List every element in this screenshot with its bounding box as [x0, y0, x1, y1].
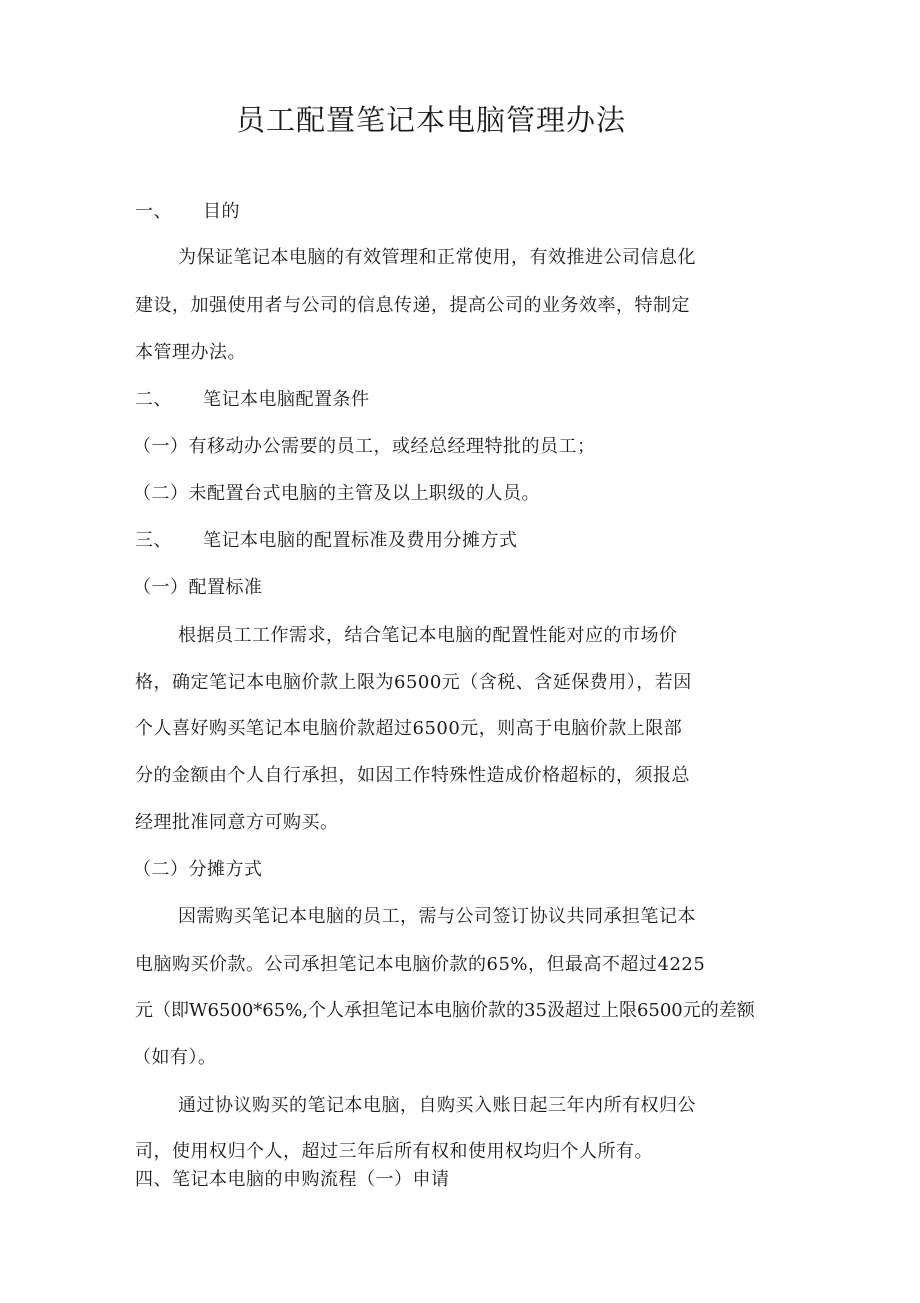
section-heading-standards [135, 529, 518, 553]
section-heading-conditions [135, 388, 370, 412]
paragraph-line: 元（即W6500*65%,个人承担笔记本电脑价款的35汲超过上限6500元的差额 [135, 1000, 755, 1021]
paragraph-line: 通过协议购买的笔记本电脑，自购买入账日起三年内所有权归公 [178, 1095, 696, 1116]
section-number: 三、 [135, 530, 172, 551]
paragraph-line: 根据员工工作需求，结合笔记本电脑的配置性能对应的市场价 [178, 625, 678, 646]
paragraph-line: 格，确定笔记本电脑价款上限为6500元（含税、含延保费用），若因 [135, 672, 692, 693]
paragraph-line: 本管理办法。 [135, 342, 246, 363]
section-title: 笔记本电脑配置条件 [203, 389, 370, 410]
list-item: （二）未配置台式电脑的主管及以上职级的人员。 [133, 483, 540, 504]
paragraph-line: 经理批准同意方可购买。 [135, 812, 339, 833]
paragraph-line: 司，使用权归个人，超过三年后所有权和使用权均归个人所有。 [135, 1141, 653, 1162]
section-title: 笔记本电脑的配置标准及费用分摊方式 [203, 530, 518, 551]
section-heading-procurement: 四、笔记本电脑的申购流程（一）申请 [135, 1169, 450, 1190]
paragraph-line: 分的金额由个人自行承担，如因工作特殊性造成价格超标的，须报总 [135, 765, 690, 786]
section-number: 二、 [135, 389, 172, 410]
document-title: 员工配置笔记本电脑管理办法 [236, 103, 627, 137]
paragraph-line: 电脑购买价款。公司承担笔记本电脑价款的65%，但最高不超过4225 [135, 954, 706, 975]
section-number: 一、 [135, 201, 172, 222]
section-title: 目的 [203, 201, 240, 222]
section-heading-purpose [135, 200, 240, 224]
list-item: （一）有移动办公需要的员工，或经总经理特批的员工； [133, 436, 596, 457]
paragraph-line: 建设，加强使用者与公司的信息传递，提高公司的业务效率，特制定 [135, 295, 690, 316]
subsection-heading: （二）分摊方式 [133, 859, 263, 880]
paragraph-line: 为保证笔记本电脑的有效管理和正常使用，有效推进公司信息化 [178, 247, 696, 268]
paragraph-line: （如有）。 [133, 1047, 217, 1068]
subsection-heading: （一）配置标准 [133, 577, 263, 598]
paragraph-line: 因需购买笔记本电脑的员工，需与公司签订协议共同承担笔记本 [178, 906, 696, 927]
paragraph-line: 个人喜好购买笔记本电脑价款超过6500元，则高于电脑价款上限部 [135, 718, 683, 739]
